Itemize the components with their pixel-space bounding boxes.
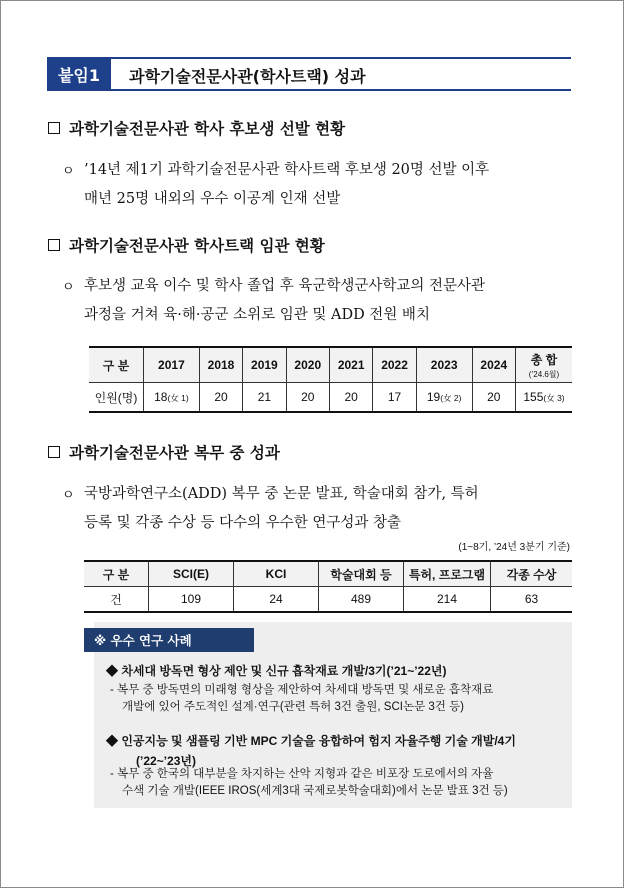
case-study-box xyxy=(94,622,572,808)
section-heading-text: 과학기술전문사관 학사 후보생 선발 현황 xyxy=(69,120,346,138)
paragraph-line: 과정을 거쳐 육·해·공군 소위로 임관 및 ADD 전원 배치 xyxy=(84,307,430,323)
table-cell: 21 xyxy=(243,383,286,413)
table-cell: 19(女 2) xyxy=(416,383,472,413)
section-heading-results xyxy=(48,441,280,463)
table-header: 구 분 xyxy=(89,347,144,383)
paragraph-line: 매년 25명 내외의 우수 이공계 인재 선발 xyxy=(84,191,341,207)
table-cell: 489 xyxy=(319,587,404,613)
commission-table xyxy=(89,346,572,413)
row-label: 건 xyxy=(84,587,149,613)
table-cell: 63 xyxy=(491,587,573,613)
case-description: - 복무 중 방독면의 미래형 형상을 제안하여 차세대 방독면 및 새로운 흡착재료 개발에 있어 주도적인 설계·연구(관련 특허 3건 출원, SCI논문 3건 등) xyxy=(110,684,494,713)
table-header: 2019 xyxy=(243,347,286,383)
table-header: 2023 xyxy=(416,347,472,383)
table-cell: 18(女 1) xyxy=(144,383,200,413)
basis-note: (1~8기, ’24년 3분기 기준) xyxy=(458,542,570,553)
row-label: 인원(명) xyxy=(89,383,144,413)
section-heading-commission xyxy=(48,234,325,256)
section-heading-text: 과학기술전문사관 학사트랙 임관 현황 xyxy=(69,237,325,255)
table-header-row xyxy=(84,561,572,587)
section2-paragraph xyxy=(62,272,574,330)
table-header: 특허, 프로그램 xyxy=(404,561,491,587)
table-cell: 20 xyxy=(329,383,372,413)
table-row xyxy=(84,587,572,613)
header-bar xyxy=(111,57,571,91)
case-title: ◆ 인공지능 및 샘플링 기반 MPC 기술을 융합하여 험지 자율주행 기술 개발/4기 (’22~’23년) xyxy=(106,734,516,768)
total-date: (’24.6월) xyxy=(528,369,560,379)
checkbox-square-icon xyxy=(48,122,60,134)
table-cell: 109 xyxy=(149,587,234,613)
paragraph-line: 등록 및 각종 수상 등 다수의 우수한 연구성과 창출 xyxy=(84,515,402,531)
table-header: 2021 xyxy=(329,347,372,383)
bullet-marker: ㅇ xyxy=(62,163,75,178)
table-cell: 20 xyxy=(472,383,515,413)
checkbox-square-icon xyxy=(48,446,60,458)
section-heading-text: 과학기술전문사관 복무 중 성과 xyxy=(69,444,280,462)
table-header: 2020 xyxy=(286,347,329,383)
paragraph-line: 후보생 교육 이수 및 학사 졸업 후 육군학생군사학교의 전문사관 xyxy=(84,278,486,294)
document-title: 과학기술전문사관(학사트랙) 성과 xyxy=(129,67,366,86)
case-title: ◆ 차세대 방독면 형상 제안 및 신규 흡착재료 개발/3기(’21~’22년) xyxy=(106,664,447,678)
total-label: 총 합 xyxy=(530,352,558,367)
table-header: KCI xyxy=(234,561,319,587)
table-cell-total: 155(女 3) xyxy=(516,383,573,413)
case-study-tag: ※ 우수 연구 사례 xyxy=(84,628,254,652)
paragraph-line: ’14년 제1기 과학기술전문사관 학사트랙 후보생 20명 선발 이후 xyxy=(84,162,490,178)
table-header: 2017 xyxy=(144,347,200,383)
section3-paragraph xyxy=(62,480,574,538)
table-header: 각종 수상 xyxy=(491,561,573,587)
results-table xyxy=(84,560,572,613)
case-description: - 복무 중 한국의 대부분을 차지하는 산악 지형과 같은 비포장 도로에서의 자율 수색 기술 개발(IEEE IROS(세계3대 국제로봇학술대회)에서 논문 발표 3건 등) xyxy=(110,768,508,797)
bullet-marker: ㅇ xyxy=(62,487,75,502)
table-header: SCI(E) xyxy=(149,561,234,587)
checkbox-square-icon xyxy=(48,239,60,251)
table-cell: 24 xyxy=(234,587,319,613)
table-cell: 17 xyxy=(373,383,416,413)
attachment-tag: 붙임1 xyxy=(47,57,111,91)
table-cell: 214 xyxy=(404,587,491,613)
table-header-total xyxy=(516,347,573,383)
section1-paragraph xyxy=(62,156,574,214)
table-cell: 20 xyxy=(199,383,242,413)
table-header: 구 분 xyxy=(84,561,149,587)
table-header: 2024 xyxy=(472,347,515,383)
table-header-row xyxy=(89,347,572,383)
table-row xyxy=(89,383,572,413)
section-heading-selection xyxy=(48,117,345,139)
table-cell: 20 xyxy=(286,383,329,413)
table-header: 2018 xyxy=(199,347,242,383)
document-header xyxy=(47,57,571,91)
table-header: 학술대회 등 xyxy=(319,561,404,587)
bullet-marker: ㅇ xyxy=(62,279,75,294)
table-header: 2022 xyxy=(373,347,416,383)
paragraph-line: 국방과학연구소(ADD) 복무 중 논문 발표, 학술대회 참가, 특허 xyxy=(84,486,479,502)
